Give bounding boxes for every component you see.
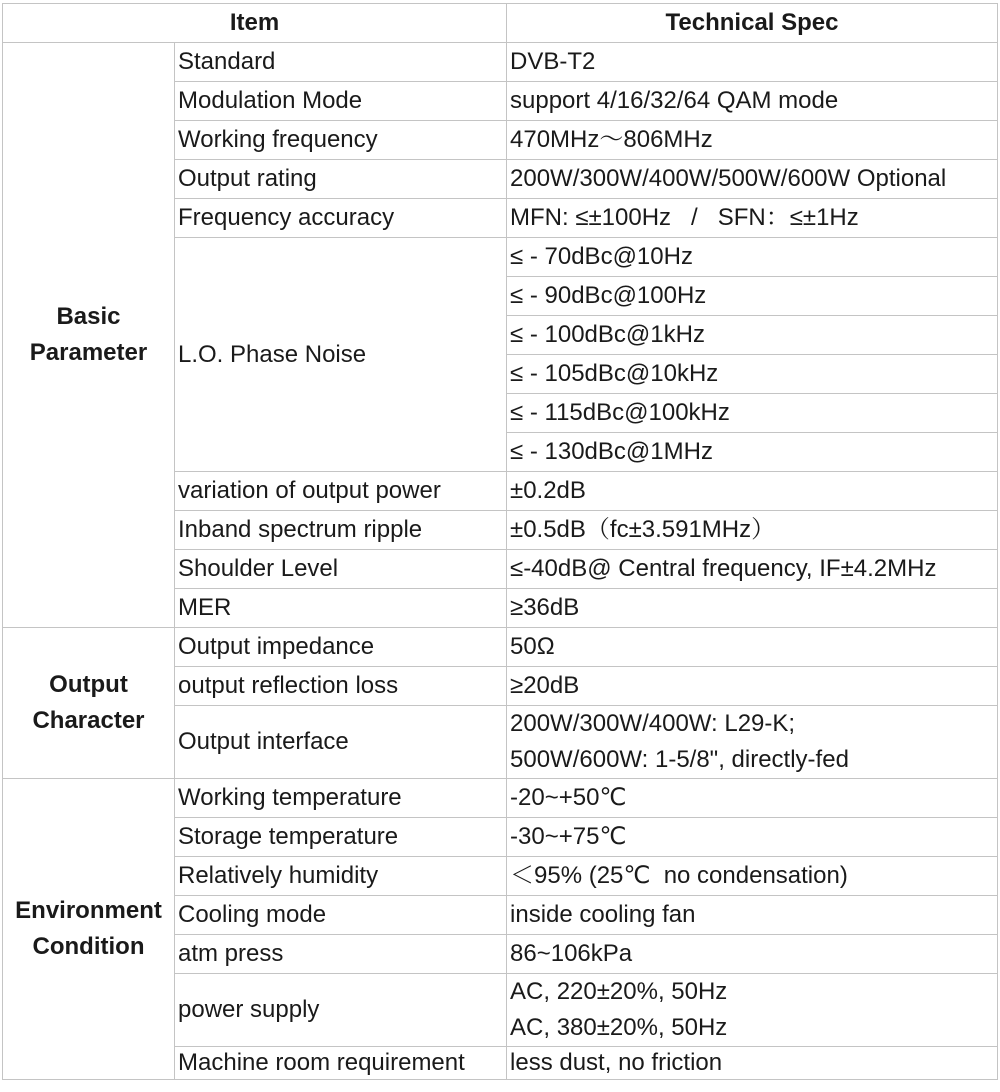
param-value: ≤ - 115dBc@100kHz: [507, 394, 998, 433]
param-name: Modulation Mode: [175, 82, 507, 121]
group-label-line: Basic: [56, 303, 121, 330]
param-value: 200W/300W/400W/500W/600W Optional: [507, 160, 998, 199]
group-label-line: Parameter: [29, 339, 148, 366]
param-value: ≤-40dB@ Central frequency, IF±4.2MHz: [507, 550, 998, 589]
table-row: [3, 628, 998, 667]
param-name: power supply: [175, 974, 507, 1047]
param-value: ≥20dB: [507, 667, 998, 706]
group-basic-parameter: [3, 43, 175, 628]
param-name: Output impedance: [175, 628, 507, 667]
param-value-line: AC, 220±20%, 50Hz: [510, 978, 728, 1005]
param-value: [507, 974, 998, 1047]
header-item: Item: [3, 4, 507, 43]
param-name: Working temperature: [175, 779, 507, 818]
param-name: Output interface: [175, 706, 507, 779]
param-name: Machine room requirement: [175, 1047, 507, 1080]
param-value: ≤ - 70dBc@10Hz: [507, 238, 998, 277]
param-value: MFN: ≤±100Hz / SFN：≤±1Hz: [507, 199, 998, 238]
spec-table: [2, 3, 998, 1080]
param-value: ≤ - 90dBc@100Hz: [507, 277, 998, 316]
param-value: ≥36dB: [507, 589, 998, 628]
param-value-line: 500W/600W: 1-5/8", directly-fed: [510, 746, 849, 773]
group-label-line: Environment: [15, 897, 162, 924]
param-name: Storage temperature: [175, 818, 507, 857]
param-name: Inband spectrum ripple: [175, 511, 507, 550]
param-name: L.O. Phase Noise: [175, 238, 507, 472]
param-value: ＜95% (25℃ no condensation): [507, 857, 998, 896]
header-technical-spec: Technical Spec: [507, 4, 998, 43]
group-label-line: Character: [32, 707, 145, 734]
param-value: ±0.2dB: [507, 472, 998, 511]
param-name: Relatively humidity: [175, 857, 507, 896]
param-name: Cooling mode: [175, 896, 507, 935]
param-name: Output rating: [175, 160, 507, 199]
param-value: 86~106kPa: [507, 935, 998, 974]
param-name: variation of output power: [175, 472, 507, 511]
param-value: 470MHz～806MHz: [507, 121, 998, 160]
table-row: [3, 779, 998, 818]
group-environment-condition: [3, 779, 175, 1080]
param-value: ≤ - 130dBc@1MHz: [507, 433, 998, 472]
param-value: ±0.5dB（fc±3.591MHz）: [507, 511, 998, 550]
param-name: MER: [175, 589, 507, 628]
param-value: ≤ - 105dBc@10kHz: [507, 355, 998, 394]
param-name: Shoulder Level: [175, 550, 507, 589]
param-value: 50Ω: [507, 628, 998, 667]
param-value-line: AC, 380±20%, 50Hz: [510, 1014, 728, 1041]
param-value: [507, 706, 998, 779]
table-header-row: [3, 4, 998, 43]
param-value: ≤ - 100dBc@1kHz: [507, 316, 998, 355]
param-value: -20~+50℃: [507, 779, 998, 818]
param-value: support 4/16/32/64 QAM mode: [507, 82, 998, 121]
param-value-line: 200W/300W/400W: L29-K;: [510, 710, 796, 737]
param-name: Working frequency: [175, 121, 507, 160]
param-name: Standard: [175, 43, 507, 82]
group-label-line: Output: [49, 671, 128, 698]
param-value: DVB-T2: [507, 43, 998, 82]
param-value: inside cooling fan: [507, 896, 998, 935]
param-value: less dust, no friction: [507, 1047, 998, 1080]
param-name: Frequency accuracy: [175, 199, 507, 238]
param-value: -30~+75℃: [507, 818, 998, 857]
group-label-line: Condition: [32, 933, 145, 960]
table-row: [3, 43, 998, 82]
param-name: output reflection loss: [175, 667, 507, 706]
param-name: atm press: [175, 935, 507, 974]
group-output-character: [3, 628, 175, 779]
